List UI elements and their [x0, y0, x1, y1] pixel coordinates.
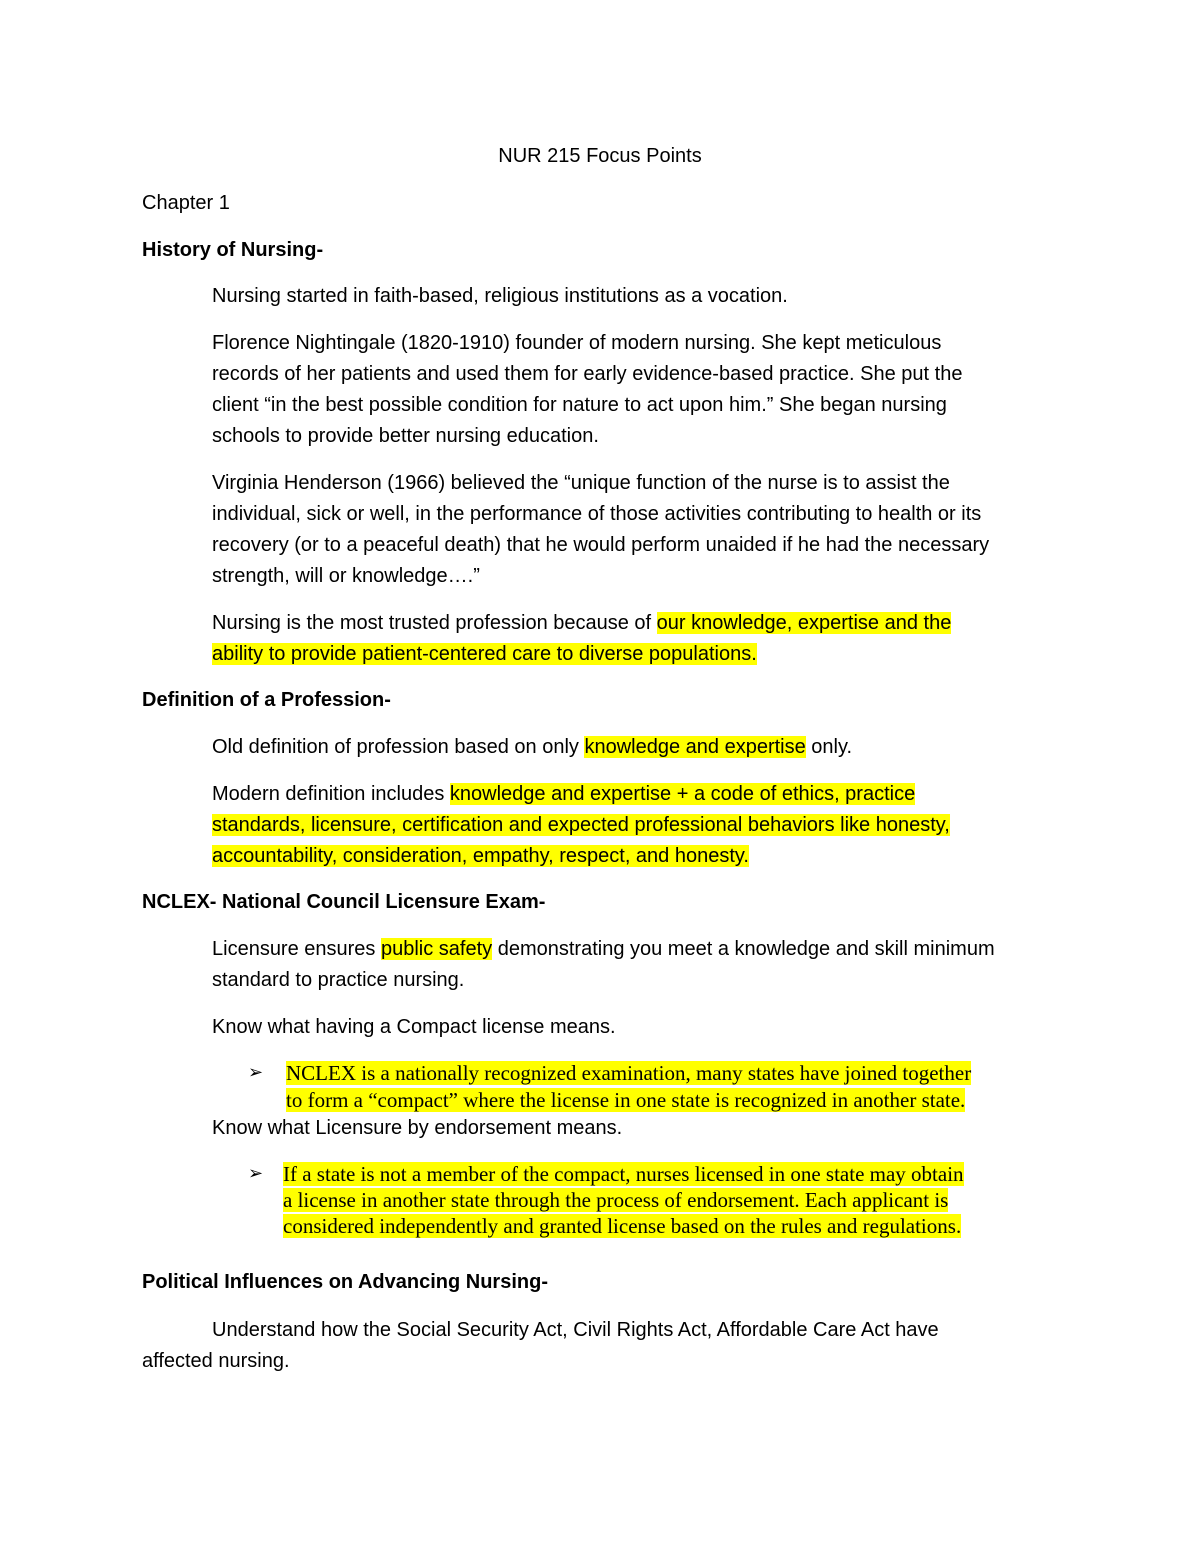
endorsement-bullet-line-2	[283, 1187, 948, 1213]
nightingale-line-2: records of her patients and used them for early evidence-based practice. She put the	[212, 363, 963, 385]
compact-bullet-highlight-1: NCLEX is a nationally recognized examination, many states have joined together	[286, 1061, 972, 1085]
compact-bullet-line-2	[286, 1087, 965, 1113]
compact-bullet-highlight-2: to form a “compact” where the license in one state is recognized in another state.	[286, 1088, 966, 1112]
licensure-line-2: standard to practice nursing.	[212, 969, 465, 991]
compact-bullet-line-1	[286, 1060, 971, 1086]
endorsement-bullet-line-1	[283, 1161, 964, 1187]
trusted-highlight-2: ability to provide patient-centered care to diverse populations.	[212, 643, 757, 665]
endorsement-bullet-highlight-3: considered independently and granted license based on the rules and regulations.	[283, 1214, 962, 1238]
document-title: NUR 215 Focus Points	[498, 145, 702, 167]
endorsement-bullet-highlight-2: a license in another state through the process of endorsement. Each applicant is	[283, 1188, 949, 1212]
nclex-heading: NCLEX- National Council Licensure Exam-	[142, 891, 546, 913]
political-heading: Political Influences on Advancing Nursing-	[142, 1271, 548, 1293]
political-line-1: Understand how the Social Security Act, Civil Rights Act, Affordable Care Act have	[212, 1319, 939, 1341]
compact-license-prompt: Know what having a Compact license means.	[212, 1016, 616, 1038]
trusted-line-1	[212, 609, 951, 637]
endorsement-bullet-highlight-1: If a state is not a member of the compact, nurses licensed in one state may obtain	[283, 1162, 964, 1186]
licensure-text-b: demonstrating you meet a knowledge and skill minimum	[492, 938, 995, 960]
modern-definition-line-1	[212, 780, 915, 808]
modern-definition-text: Modern definition includes	[212, 783, 450, 805]
profession-heading: Definition of a Profession-	[142, 689, 391, 711]
history-heading: History of Nursing-	[142, 239, 324, 261]
nightingale-line-3: client “in the best possible condition for nature to act upon him.” She began nursing	[212, 394, 947, 416]
modern-definition-highlight-2: standards, licensure, certification and expected professional behaviors like honesty,	[212, 814, 950, 836]
henderson-line-3: recovery (or to a peaceful death) that he would perform unaided if he had the necessary	[212, 534, 990, 556]
arrow-bullet-icon: ➢	[248, 1163, 264, 1184]
henderson-line-1: Virginia Henderson (1966) believed the “unique function of the nurse is to assist the	[212, 472, 950, 494]
endorsement-prompt: Know what Licensure by endorsement means.	[212, 1117, 623, 1139]
old-definition-line	[212, 733, 852, 761]
chapter-label: Chapter 1	[142, 192, 230, 214]
public-safety-highlight: public safety	[380, 938, 493, 960]
licensure-line-1	[212, 935, 995, 963]
old-definition-text-a: Old definition of profession based on only	[212, 736, 585, 758]
modern-definition-line-3	[212, 842, 749, 870]
modern-definition-highlight-3: accountability, consideration, empathy, respect, and honesty.	[212, 845, 749, 867]
trusted-text: Nursing is the most trusted profession because of	[212, 612, 657, 634]
nightingale-line-1: Florence Nightingale (1820-1910) founder of modern nursing. She kept meticulous	[212, 332, 942, 354]
arrow-bullet-icon: ➢	[248, 1062, 264, 1083]
modern-definition-line-2	[212, 811, 950, 839]
trusted-line-2	[212, 640, 757, 668]
trusted-highlight-1: our knowledge, expertise and the	[656, 612, 952, 634]
political-line-2: affected nursing.	[142, 1350, 290, 1372]
modern-definition-highlight-1: knowledge and expertise + a code of ethics, practice	[449, 783, 916, 805]
history-paragraph-1: Nursing started in faith-based, religious institutions as a vocation.	[212, 285, 788, 307]
licensure-text-a: Licensure ensures	[212, 938, 381, 960]
nightingale-line-4: schools to provide better nursing education.	[212, 425, 599, 447]
old-definition-highlight: knowledge and expertise	[584, 736, 806, 758]
henderson-line-2: individual, sick or well, in the performance of those activities contributing to health or its	[212, 503, 982, 525]
old-definition-text-b: only.	[805, 736, 853, 758]
endorsement-bullet-line-3	[283, 1213, 961, 1239]
henderson-line-4: strength, will or knowledge….”	[212, 565, 480, 587]
